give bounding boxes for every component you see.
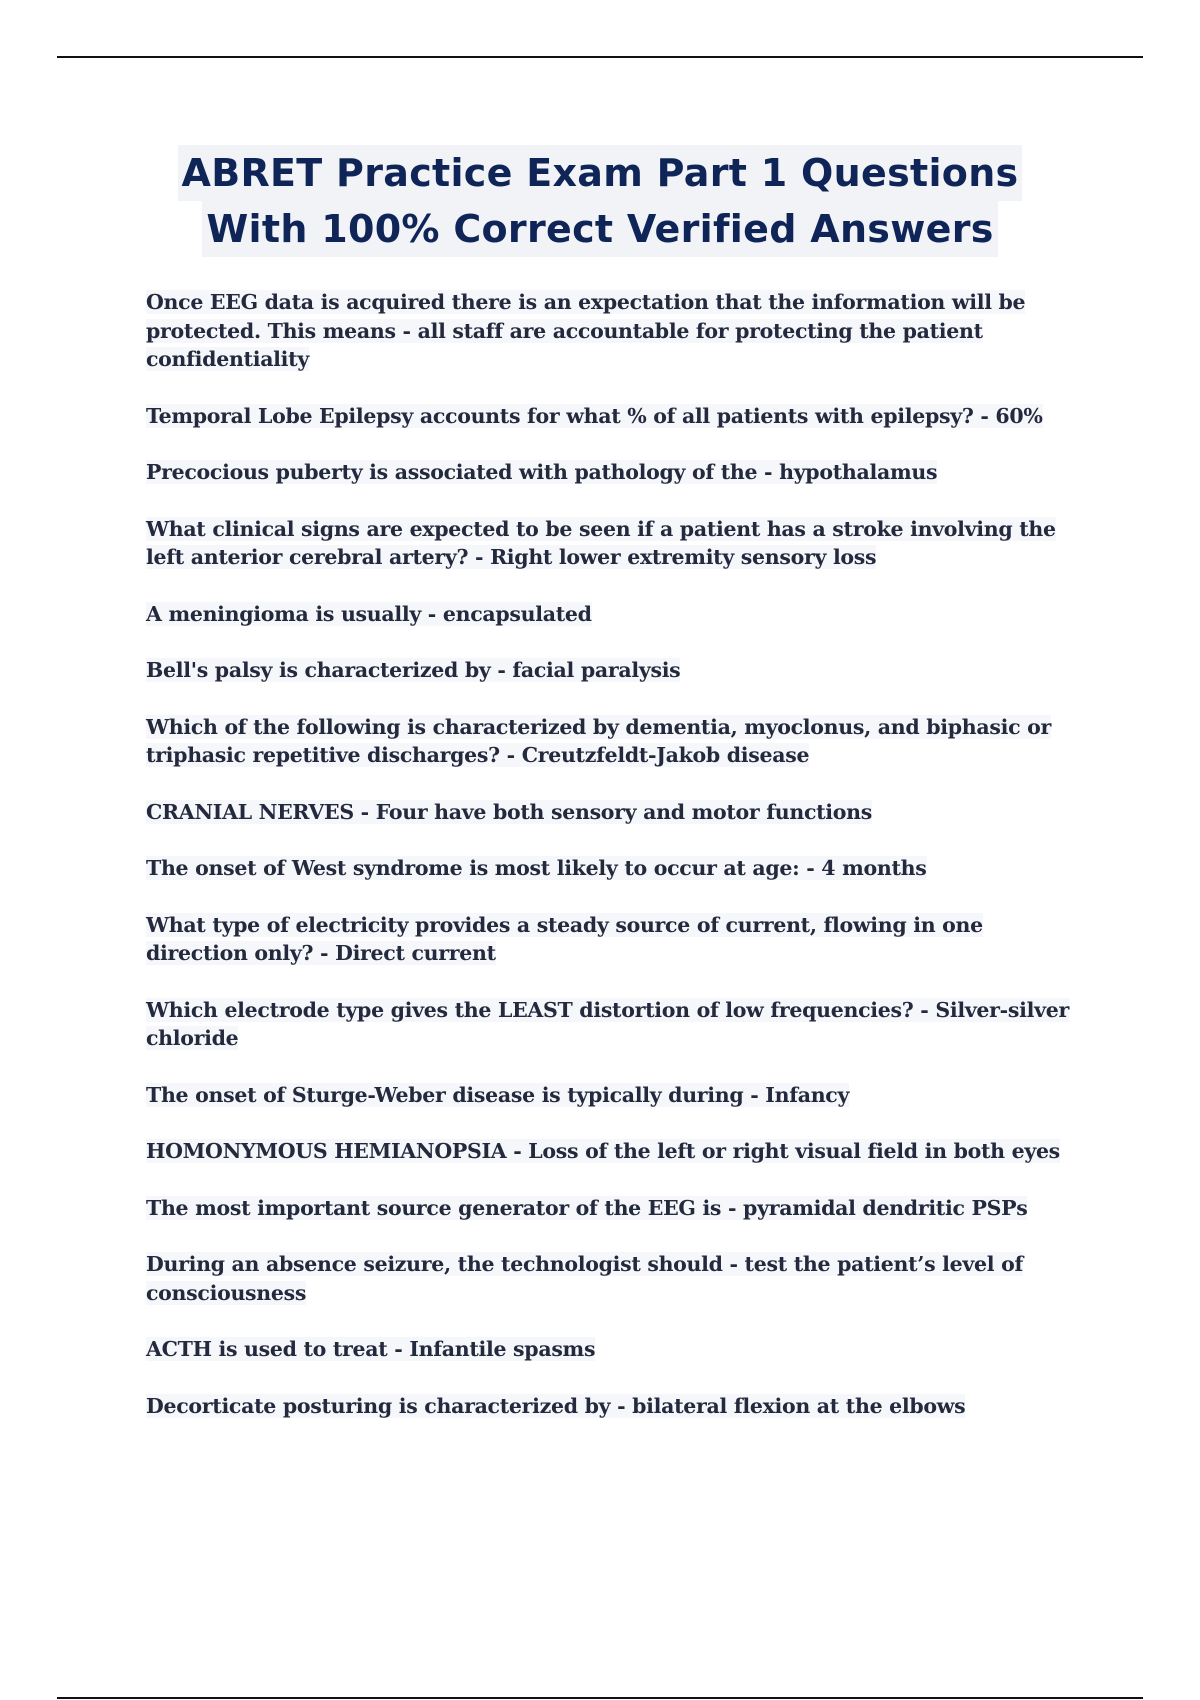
qa-item-16: ACTH is used to treat - Infantile spasms bbox=[146, 1337, 596, 1361]
question-answer-list bbox=[146, 288, 1076, 1448]
qa-item-15: During an absence seizure, the technologist should - test the patient’s level of consciousness bbox=[146, 1252, 1023, 1305]
document-title bbox=[0, 145, 1200, 257]
qa-item-2: Temporal Lobe Epilepsy accounts for what % of all patients with epilepsy? - 60% bbox=[146, 403, 1043, 428]
qa-item-12: The onset of Sturge-Weber disease is typically during - Infancy bbox=[146, 1082, 850, 1107]
qa-item-8: CRANIAL NERVES - Four have both sensory and motor functions bbox=[146, 799, 873, 824]
qa-item-13: HOMONYMOUS HEMIANOPSIA - Loss of the left or right visual field in both eyes bbox=[146, 1139, 1060, 1163]
footer-rule bbox=[57, 1697, 1143, 1699]
qa-item-3: Precocious puberty is associated with pathology of the - hypothalamus bbox=[146, 460, 938, 484]
qa-item-17: Decorticate posturing is characterized by - bilateral flexion at the elbows bbox=[146, 1393, 966, 1418]
qa-item-7: Which of the following is characterized by dementia, myoclonus, and biphasic or triphasic repetitive discharges? - Creutzfeldt-Jakob disease bbox=[146, 714, 1052, 767]
header-rule bbox=[57, 56, 1143, 58]
title-line-2: With 100% Correct Verified Answers bbox=[202, 201, 997, 257]
qa-item-9: The onset of West syndrome is most likely to occur at age: - 4 months bbox=[146, 856, 927, 880]
qa-item-5: A meningioma is usually - encapsulated bbox=[146, 601, 592, 626]
qa-item-4: What clinical signs are expected to be seen if a patient has a stroke involving the left anterior cerebral artery? - Right lower extremity sensory loss bbox=[146, 516, 1056, 569]
qa-item-10: What type of electricity provides a steady source of current, flowing in one direction only? - Direct current bbox=[146, 912, 983, 965]
qa-item-11: Which electrode type gives the LEAST distortion of low frequencies? - Silver-silver chloride bbox=[146, 997, 1069, 1050]
qa-item-14: The most important source generator of the EEG is - pyramidal dendritic PSPs bbox=[146, 1195, 1028, 1220]
qa-item-1: Once EEG data is acquired there is an expectation that the information will be protected. This means - all staff are accountable for protecting the patient confidentiality bbox=[146, 290, 1026, 371]
qa-item-6: Bell's palsy is characterized by - facial paralysis bbox=[146, 658, 681, 682]
title-line-1: ABRET Practice Exam Part 1 Questions bbox=[178, 145, 1023, 201]
